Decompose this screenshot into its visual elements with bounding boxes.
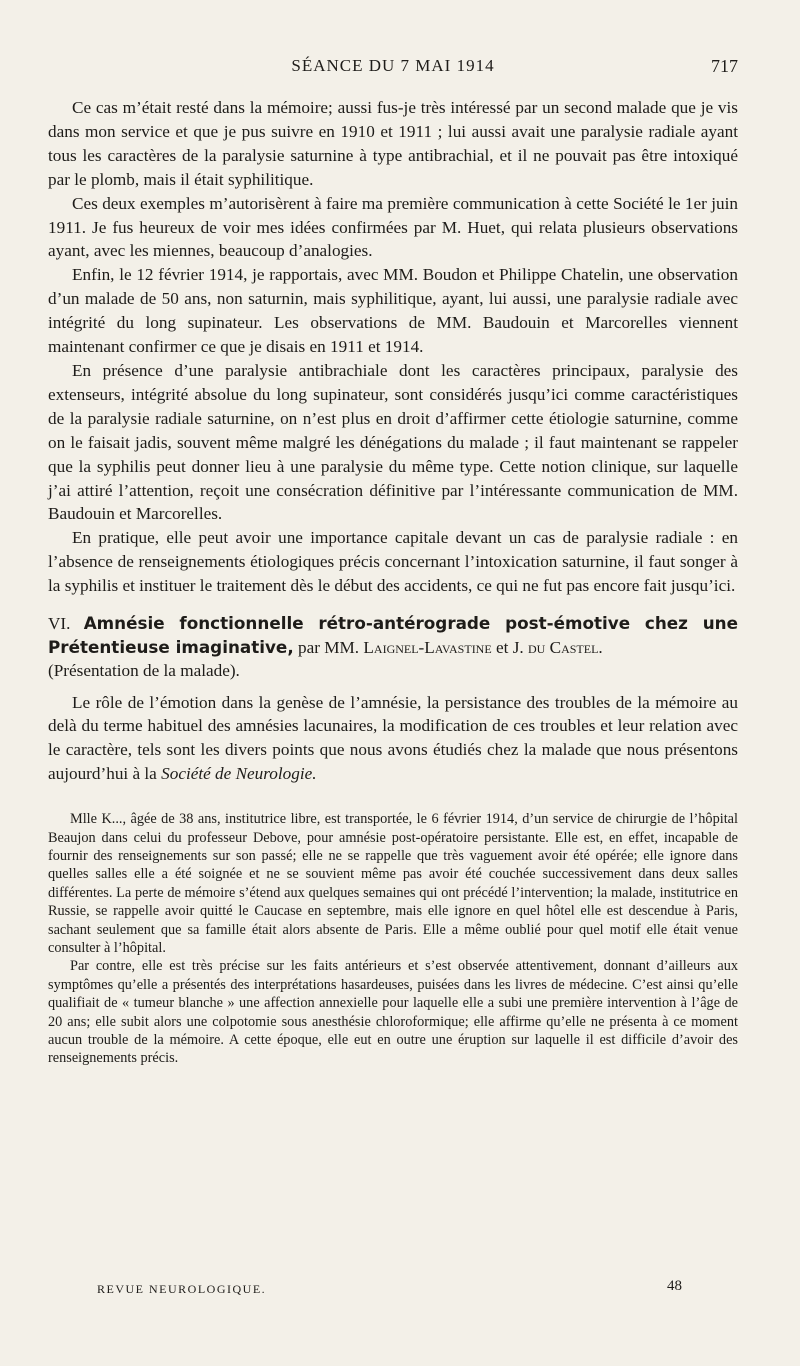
running-header xyxy=(48,56,738,86)
paragraph-2: Ces deux exemples m’autorisèrent à faire ma première communication à cette Société le 1er juin 1911. Je fus heureux de voir mes idées confirmées par M. Huet, qui relata plusieurs observations ayant, avec les miennes, beaucoup d’analogies. xyxy=(48,193,738,261)
section-and: et xyxy=(495,637,509,657)
running-title: SÉANCE DU 7 MAI 1914 xyxy=(291,56,495,75)
case-paragraph-2: Par contre, elle est très précise sur les faits antérieurs et s’est observée attentivement, donnant d’ailleurs aux symptômes qu’elle a présentés des interprétations hasardeuses, puisées dans les livres de médecine. C’est ainsi qu’elle qualifiait de « tumeur blanche » une affection annexielle pour laquelle elle a subi une première intervention à l’âge de 20 ans; elle subit alors une colpotomie sous anesthésie chloroformique; elle affirme qu’elle ne présenta à ce moment aucun trouble de la mémoire. A cette époque, elle eut en outre une éruption sur laquelle il est difficile d’avoir des renseignements précis. xyxy=(48,958,738,1067)
society-name: Société de Neurologie. xyxy=(161,764,317,784)
section-number: VI. xyxy=(48,614,71,634)
section-intro xyxy=(48,691,738,787)
presentation-note: (Présentation de la malade). xyxy=(48,661,240,681)
paragraph-4: En présence d’une paralysie antibrachiale dont les caractères principaux, paralysie des extenseurs, intégrité absolue du long supinateur, sont considérés jusqu’ici comme caractéristiques de la paralysie radiale saturnine, on n’est plus en droit d’affirmer cette étiologie saturnine, comme on le faisait jadis, souvent même malgré les dénégations du malade ; il faut maintenant se rappeler que la syphilis peut donner lieu à une paralysie du même type. Cette notion clinique, sur laquelle j’ai attiré l’attention, reçoit une consécration définitive par l’intéressante communication de MM. Baudouin et Marcorelles. xyxy=(48,360,738,524)
paragraph-3: Enfin, le 12 février 1914, je rapportais, avec MM. Boudon et Philippe Chatelin, une observation d’un malade de 50 ans, non saturnin, mais syphilitique, ayant, lui aussi, une paralysie radiale avec intégrité du long supinateur. Les observations de MM. Baudouin et Marcorelles viennent maintenant confirmer ce que je disais en 1911 et 1914. xyxy=(48,265,738,357)
case-paragraph-1: Mlle K..., âgée de 38 ans, institutrice libre, est transportée, le 6 février 1914, d’un service de chirurgie de l’hôpital Beaujon dans celui du professeur Debove, pour amnésie post-opératoire persistante. Elle est, en effet, incapable de fournir des renseignements sur son passé; elle ne se rappelle que très vaguement avoir été opérée; elle ignore dans quelles salles elle a été soignée et ne se souvient même pas avoir été couchée successivement dans deux salles différentes. La perte de mémoire s’étend aux quelques semaines qui ont précédé l’intervention; la malade, institutrice en Russie, se rappelle avoir quitté le Caucase en septembre, mais elle ignore en quel hôtel elle est descendue à Paris, sachant seulement que sa famille était alors absente de Paris. Elle a même oublié pour quel motif elle était venue consulter à l’hôpital. xyxy=(48,811,738,956)
body-text xyxy=(48,96,738,1068)
author-1: Laignel-Lavastine xyxy=(363,637,492,657)
page-number: 717 xyxy=(711,56,738,76)
paragraph-5: En pratique, elle peut avoir une importance capitale devant un cas de paralysie radiale : en l’absence de renseignements étiologiques précis concernant l’intoxication saturnine, il faut songer à la syphilis et instituer le traitement dès le début des accidents, ce qui ne fut pas encore fait jusqu’ici. xyxy=(48,528,738,596)
section-heading xyxy=(48,612,738,683)
page-footer xyxy=(97,1278,682,1302)
section-by: par MM. xyxy=(298,637,360,657)
paragraph-1: Ce cas m’était resté dans la mémoire; aussi fus-je très intéressé par un second malade que je vis dans mon service et que je pus suivre en 1910 et 1911 ; lui aussi avait une paralysie radiale ayant tous les caractères de la paralysie saturnine à type antibrachial, et il ne pouvait pas être intoxiqué par le plomb, mais il était syphilitique. xyxy=(48,98,738,189)
section-intro-text: Le rôle de l’émotion dans la genèse de l’amnésie, la persistance des troubles de la mémoire au delà du terme habituel des amnésies lacunaires, la modification de ces troubles et leur relation avec le caractère, tels sont les divers points que nous avons étudiés chez la malade que nous présentons aujourd’hui à la xyxy=(48,692,738,784)
signature-number: 48 xyxy=(667,1278,682,1294)
author-2: J. du Castel. xyxy=(512,637,603,657)
section-title: Amnésie fonctionnelle rétro-antérograde post-émotive chez une Prétentieuse imaginative, xyxy=(48,613,738,657)
journal-name: REVUE NEUROLOGIQUE. xyxy=(97,1282,267,1296)
case-report xyxy=(48,810,738,1068)
